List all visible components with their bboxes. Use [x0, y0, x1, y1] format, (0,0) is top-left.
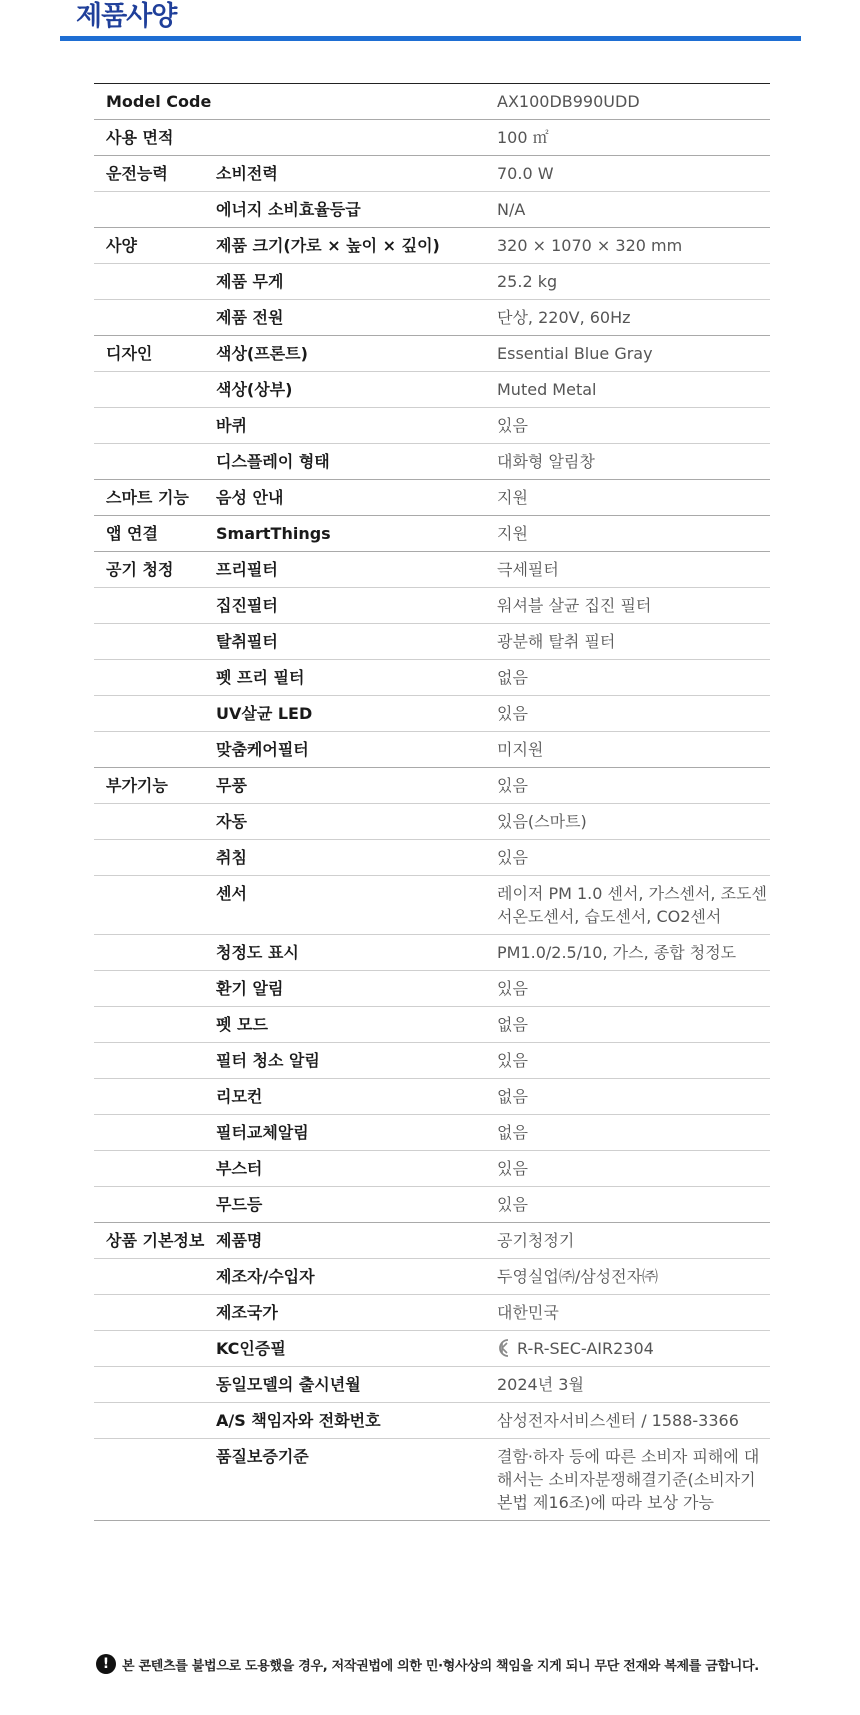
spec-label: 필터 청소 알림: [216, 1051, 320, 1070]
spec-category: [94, 444, 216, 456]
spec-label: 색상(상부): [216, 380, 293, 399]
spec-row: [94, 804, 770, 840]
spec-row: [94, 768, 770, 804]
spec-value: 320 × 1070 × 320 mm: [497, 236, 683, 255]
spec-category: 운전능력: [106, 164, 168, 183]
spec-row: [94, 84, 770, 120]
spec-label: UV살균 LED: [216, 704, 313, 723]
spec-category: [94, 1295, 216, 1307]
spec-value: 레이저 PM 1.0 센서, 가스센서, 조도센서온도센서, 습도센서, CO2센서: [497, 884, 767, 926]
spec-value: 없음: [497, 1015, 528, 1034]
spec-row: [94, 588, 770, 624]
spec-row: [94, 1367, 770, 1403]
spec-row: [94, 300, 770, 336]
spec-row: [94, 1223, 770, 1259]
spec-value: Essential Blue Gray: [497, 344, 653, 363]
spec-label: 제조국가: [216, 1303, 278, 1322]
spec-label: SmartThings: [216, 524, 331, 543]
spec-category: [94, 1115, 216, 1127]
spec-label: 청정도 표시: [216, 943, 299, 962]
spec-category: [94, 840, 216, 852]
spec-row: [94, 840, 770, 876]
spec-category: [94, 935, 216, 947]
spec-label: 제품명: [216, 1231, 263, 1250]
page-header: [0, 0, 860, 44]
spec-row: [94, 732, 770, 768]
spec-row: [94, 156, 770, 192]
spec-category: [94, 1043, 216, 1055]
spec-row: [94, 660, 770, 696]
spec-value: 있음: [497, 979, 528, 998]
spec-label: 자동: [216, 812, 247, 831]
spec-value: 워셔블 살균 집진 필터: [497, 596, 652, 615]
notice-text: 본 콘텐츠를 불법으로 도용했을 경우, 저작권법에 의한 민·형사상의 책임을 지게 되니 무단 전재와 복제를 금합니다.: [122, 1658, 759, 1674]
spec-row: [94, 552, 770, 588]
spec-row: [94, 1187, 770, 1223]
spec-row: [94, 408, 770, 444]
spec-category: [94, 408, 216, 420]
spec-label: 펫 프리 필터: [216, 668, 305, 687]
spec-value: N/A: [497, 200, 526, 219]
spec-row: [94, 1007, 770, 1043]
spec-label: 맞춤케어필터: [216, 740, 309, 759]
spec-label: [216, 84, 493, 96]
spec-category: [94, 1079, 216, 1091]
spec-value: 삼성전자서비스센터 / 1588-3366: [497, 1411, 739, 1430]
spec-row: [94, 696, 770, 732]
spec-row: [94, 1043, 770, 1079]
spec-value: 2024년 3월: [497, 1375, 584, 1394]
spec-row: [94, 876, 770, 935]
spec-row: [94, 1079, 770, 1115]
spec-label: 디스플레이 형태: [216, 452, 330, 471]
spec-row: [94, 228, 770, 264]
spec-label: 제조자/수입자: [216, 1267, 315, 1286]
spec-label: 펫 모드: [216, 1015, 268, 1034]
spec-category: [94, 1331, 216, 1343]
spec-value: 지원: [497, 488, 528, 507]
spec-value: 단상, 220V, 60Hz: [497, 308, 631, 327]
spec-label: 환기 알림: [216, 979, 284, 998]
spec-category: 공기 청정: [106, 560, 174, 579]
spec-category: [94, 192, 216, 204]
spec-row: [94, 336, 770, 372]
spec-label: 동일모델의 출시년월: [216, 1375, 361, 1394]
spec-row: [94, 192, 770, 228]
spec-category: [94, 264, 216, 276]
spec-row: [94, 1439, 770, 1521]
spec-row: [94, 935, 770, 971]
spec-value: 결함·하자 등에 따른 소비자 피해에 대해서는 소비자분쟁해결기준(소비자기본법 제16조)에 따라 보상 가능: [497, 1447, 760, 1512]
spec-label: 소비전력: [216, 164, 278, 183]
spec-category: [94, 804, 216, 816]
spec-label: 무풍: [216, 776, 247, 795]
spec-row: [94, 624, 770, 660]
spec-value: 있음: [497, 704, 528, 723]
spec-row: [94, 1115, 770, 1151]
spec-value: 두영실업㈜/삼성전자㈜: [497, 1267, 659, 1286]
spec-category: [94, 372, 216, 384]
spec-category: [94, 876, 216, 888]
spec-value: 없음: [497, 668, 528, 687]
spec-row: [94, 120, 770, 156]
spec-value: 대한민국: [497, 1303, 559, 1322]
spec-category: [94, 1367, 216, 1379]
spec-category: 디자인: [106, 344, 153, 363]
page-title: 제품사양: [76, 1, 177, 32]
spec-value: [493, 1331, 770, 1366]
spec-category: 상품 기본정보: [106, 1231, 205, 1250]
spec-category: [94, 1187, 216, 1199]
spec-value: Muted Metal: [497, 380, 597, 399]
spec-label: 제품 전원: [216, 308, 284, 327]
spec-label: 바퀴: [216, 416, 247, 435]
kc-certification-number: R-R-SEC-AIR2304: [517, 1339, 654, 1358]
spec-category: 사용 면적: [106, 128, 174, 147]
spec-label: 집진필터: [216, 596, 278, 615]
spec-value: 지원: [497, 524, 528, 543]
spec-category: [94, 971, 216, 983]
spec-value: 광분해 탈취 필터: [497, 632, 616, 651]
spec-category: [94, 696, 216, 708]
spec-label: 제품 크기(가로 × 높이 × 깊이): [216, 236, 440, 255]
spec-value: 극세필터: [497, 560, 559, 579]
spec-label: 제품 무게: [216, 272, 284, 291]
spec-value: 대화형 알림창: [497, 452, 595, 471]
spec-label: 색상(프론트): [216, 344, 308, 363]
spec-category: [94, 588, 216, 600]
spec-value: 있음: [497, 1051, 528, 1070]
spec-label: KC인증필: [216, 1339, 286, 1358]
spec-label: A/S 책임자와 전화번호: [216, 1411, 381, 1430]
title-underline: [60, 36, 801, 41]
spec-label: 프리필터: [216, 560, 278, 579]
spec-category: [94, 1259, 216, 1271]
spec-label: 에너지 소비효율등급: [216, 200, 361, 219]
spec-label: [216, 120, 493, 132]
spec-row: [94, 444, 770, 480]
spec-label: 필터교체알림: [216, 1123, 309, 1142]
exclamation-circle-icon: !: [96, 1654, 116, 1674]
spec-label: 부스터: [216, 1159, 263, 1178]
spec-row: [94, 1403, 770, 1439]
spec-value: 100 ㎡: [497, 128, 549, 147]
spec-table: [94, 83, 770, 1521]
spec-label: 무드등: [216, 1195, 263, 1214]
spec-value: 70.0 W: [497, 164, 554, 183]
spec-category: [94, 624, 216, 636]
spec-value: 없음: [497, 1123, 528, 1142]
spec-category: [94, 732, 216, 744]
spec-category: [94, 300, 216, 312]
spec-category: [94, 1007, 216, 1019]
copyright-notice: [96, 1652, 759, 1676]
spec-row: [94, 971, 770, 1007]
spec-row: [94, 1151, 770, 1187]
spec-row: [94, 1331, 770, 1367]
spec-row: [94, 1259, 770, 1295]
spec-label: 탈취필터: [216, 632, 278, 651]
spec-category: [94, 1403, 216, 1415]
spec-category: Model Code: [106, 92, 212, 111]
spec-value: 있음: [497, 1159, 528, 1178]
spec-category: 앱 연결: [106, 524, 158, 543]
spec-row: [94, 480, 770, 516]
spec-label: 음성 안내: [216, 488, 284, 507]
spec-label: 품질보증기준: [216, 1447, 309, 1466]
spec-category: [94, 1151, 216, 1163]
spec-category: [94, 660, 216, 672]
spec-value: 있음: [497, 776, 528, 795]
spec-label: 센서: [216, 884, 247, 903]
spec-row: [94, 372, 770, 408]
spec-value: AX100DB990UDD: [497, 92, 640, 111]
spec-category: 스마트 기능: [106, 488, 189, 507]
spec-category: [94, 1439, 216, 1451]
spec-category: 부가기능: [106, 776, 168, 795]
kc-mark-icon: [497, 1338, 513, 1358]
spec-value: PM1.0/2.5/10, 가스, 종합 청정도: [497, 943, 737, 962]
spec-value: 없음: [497, 1087, 528, 1106]
spec-value: 있음: [497, 416, 528, 435]
spec-label: 취침: [216, 848, 247, 867]
spec-value: 25.2 kg: [497, 272, 558, 291]
spec-value: 미지원: [497, 740, 544, 759]
spec-value: 있음(스마트): [497, 812, 587, 831]
spec-row: [94, 516, 770, 552]
spec-value: 있음: [497, 848, 528, 867]
spec-value: 있음: [497, 1195, 528, 1214]
spec-value: 공기청정기: [497, 1231, 575, 1250]
spec-row: [94, 264, 770, 300]
spec-label: 리모컨: [216, 1087, 263, 1106]
spec-category: 사양: [106, 236, 137, 255]
spec-row: [94, 1295, 770, 1331]
